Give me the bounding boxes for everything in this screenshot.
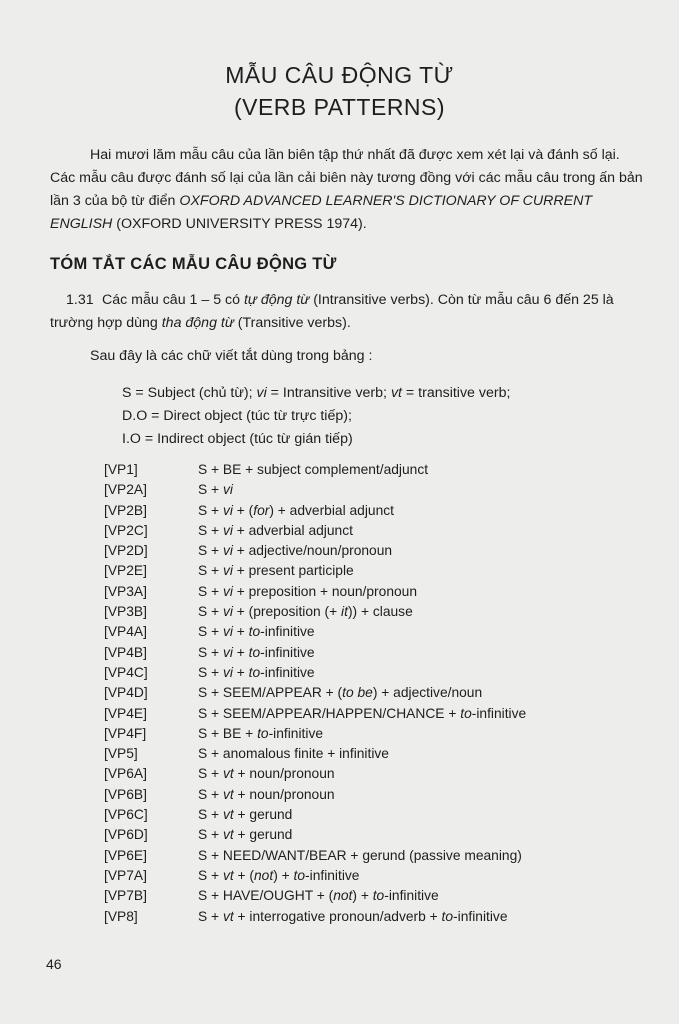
pattern-code: [VP4D] (104, 685, 148, 701)
pattern-code: [VP2B] (104, 502, 147, 518)
paragraph-1-31 (50, 289, 644, 335)
pattern-formula: S + vi + adverbial adjunct (198, 522, 353, 538)
para-italic-1: tự động từ (243, 292, 310, 308)
table-row (104, 866, 526, 886)
pattern-formula: S + vt + noun/pronoun (198, 766, 335, 782)
pattern-formula: S + vi + (for) + adverbial adjunct (198, 502, 394, 518)
table-row (104, 704, 526, 724)
pattern-formula: S + vi + to-infinitive (198, 644, 315, 660)
dictionary-title: OXFORD ADVANCED LEARNER'S DICTIONARY OF CURRENT ENGLISH (50, 193, 593, 232)
pattern-formula: S + HAVE/OUGHT + (not) + to-infinitive (198, 888, 439, 904)
verb-patterns-table (104, 460, 526, 927)
pattern-code: [VP6E] (104, 847, 147, 863)
pattern-code: [VP2D] (104, 543, 148, 559)
pattern-code: [VP4A] (104, 624, 147, 640)
table-row (104, 805, 526, 825)
pattern-code: [VP4B] (104, 644, 147, 660)
para-text-3: (Transitive verbs). (233, 315, 351, 331)
abbreviations-intro: Sau đây là các chữ viết tắt dùng trong bảng : (90, 348, 373, 364)
table-row (104, 785, 526, 805)
table-row (104, 724, 526, 744)
table-row (104, 683, 526, 703)
table-row (104, 846, 526, 866)
table-row (104, 501, 526, 521)
para-text-2: (Intransitive verbs). Còn từ mẫu câu 6 đến 25 là trường hợp dùng (50, 292, 614, 331)
pattern-formula: S + vt + (not) + to-infinitive (198, 867, 360, 883)
pattern-formula: S + vt + gerund (198, 827, 293, 843)
pattern-code: [VP2E] (104, 563, 147, 579)
pattern-code: [VP2C] (104, 522, 148, 538)
pattern-code: [VP6A] (104, 766, 147, 782)
paragraph-number: 1.31 (66, 292, 94, 308)
page-number: 46 (46, 956, 62, 972)
pattern-formula: S + BE + subject complement/adjunct (198, 462, 429, 477)
intro-text-2: (OXFORD UNIVERSITY PRESS 1974). (112, 216, 367, 232)
definitions-list (122, 382, 510, 451)
pattern-code: [VP4E] (104, 705, 147, 721)
pattern-code: [VP6D] (104, 827, 148, 843)
pattern-code: [VP6B] (104, 786, 147, 802)
page-subtitle: (VERB PATTERNS) (233, 94, 446, 120)
pattern-formula: S + vi + preposition + noun/pronoun (198, 583, 418, 599)
table-row (104, 643, 526, 663)
pattern-code: [VP7B] (104, 888, 147, 904)
pattern-code: [VP2A] (104, 482, 147, 498)
pattern-formula: S + vi + to-infinitive (198, 624, 315, 640)
pattern-formula: S + vi + adjective/noun/pronoun (198, 543, 393, 559)
para-text-1: Các mẫu câu 1 – 5 có (102, 292, 244, 308)
page-title: MẪU CÂU ĐỘNG TỪ (225, 62, 454, 88)
pattern-formula: S + vi + to-infinitive (198, 664, 315, 680)
table-row (104, 744, 526, 764)
intro-paragraph (50, 144, 644, 236)
pattern-code: [VP4C] (104, 664, 148, 680)
pattern-formula: S + anomalous finite + infinitive (198, 746, 389, 762)
pattern-formula: S + NEED/WANT/BEAR + gerund (passive meaning) (198, 847, 522, 863)
table-row (104, 663, 526, 683)
definition-line: S = Subject (chủ từ); vi = Intransitive verb; vt = transitive verb; (122, 385, 511, 401)
pattern-formula: S + SEEM/APPEAR + (to be) + adjective/noun (198, 685, 483, 701)
pattern-formula: S + vt + noun/pronoun (198, 786, 335, 802)
table-row (104, 480, 526, 500)
pattern-code: [VP1] (104, 462, 138, 477)
table-row (104, 764, 526, 784)
table-row (104, 602, 526, 622)
table-row (104, 521, 526, 541)
definition-line: D.O = Direct object (túc từ trực tiếp); (122, 408, 352, 424)
pattern-code: [VP4F] (104, 725, 147, 741)
definition-line: I.O = Indirect object (túc từ gián tiếp) (122, 431, 353, 447)
pattern-code: [VP3B] (104, 604, 147, 620)
table-row (104, 561, 526, 581)
table-row (104, 825, 526, 845)
table-row (104, 907, 526, 927)
pattern-code: [VP3A] (104, 583, 147, 599)
pattern-formula: S + vi + (preposition (+ it)) + clause (198, 604, 413, 620)
table-row (104, 622, 526, 642)
pattern-formula: S + vt + interrogative pronoun/adverb + to-infinitive (198, 908, 508, 924)
pattern-formula: S + vi (198, 482, 233, 498)
intro-text-1: Hai mươi lăm mẫu câu của lần biên tập thứ nhất đã được xem xét lại và đánh số lại. Các mẫu câu được đánh số lại của lần cải biên này tương đồng với các mẫu câu trong ấn bản lần 3 của bộ từ điển (50, 147, 643, 209)
table-row (104, 886, 526, 906)
pattern-code: [VP8] (104, 908, 138, 924)
pattern-code: [VP5] (104, 746, 138, 762)
para-italic-2: tha động từ (161, 315, 234, 331)
pattern-formula: S + BE + to-infinitive (198, 725, 324, 741)
pattern-formula: S + SEEM/APPEAR/HAPPEN/CHANCE + to-infinitive (198, 705, 527, 721)
pattern-formula: S + vt + gerund (198, 807, 293, 823)
section-heading: TÓM TẮT CÁC MẪU CÂU ĐỘNG TỪ (50, 255, 337, 273)
pattern-code: [VP7A] (104, 867, 147, 883)
table-row (104, 541, 526, 561)
table-row (104, 582, 526, 602)
table-row (104, 460, 526, 480)
pattern-code: [VP6C] (104, 807, 148, 823)
pattern-formula: S + vi + present participle (198, 563, 354, 579)
